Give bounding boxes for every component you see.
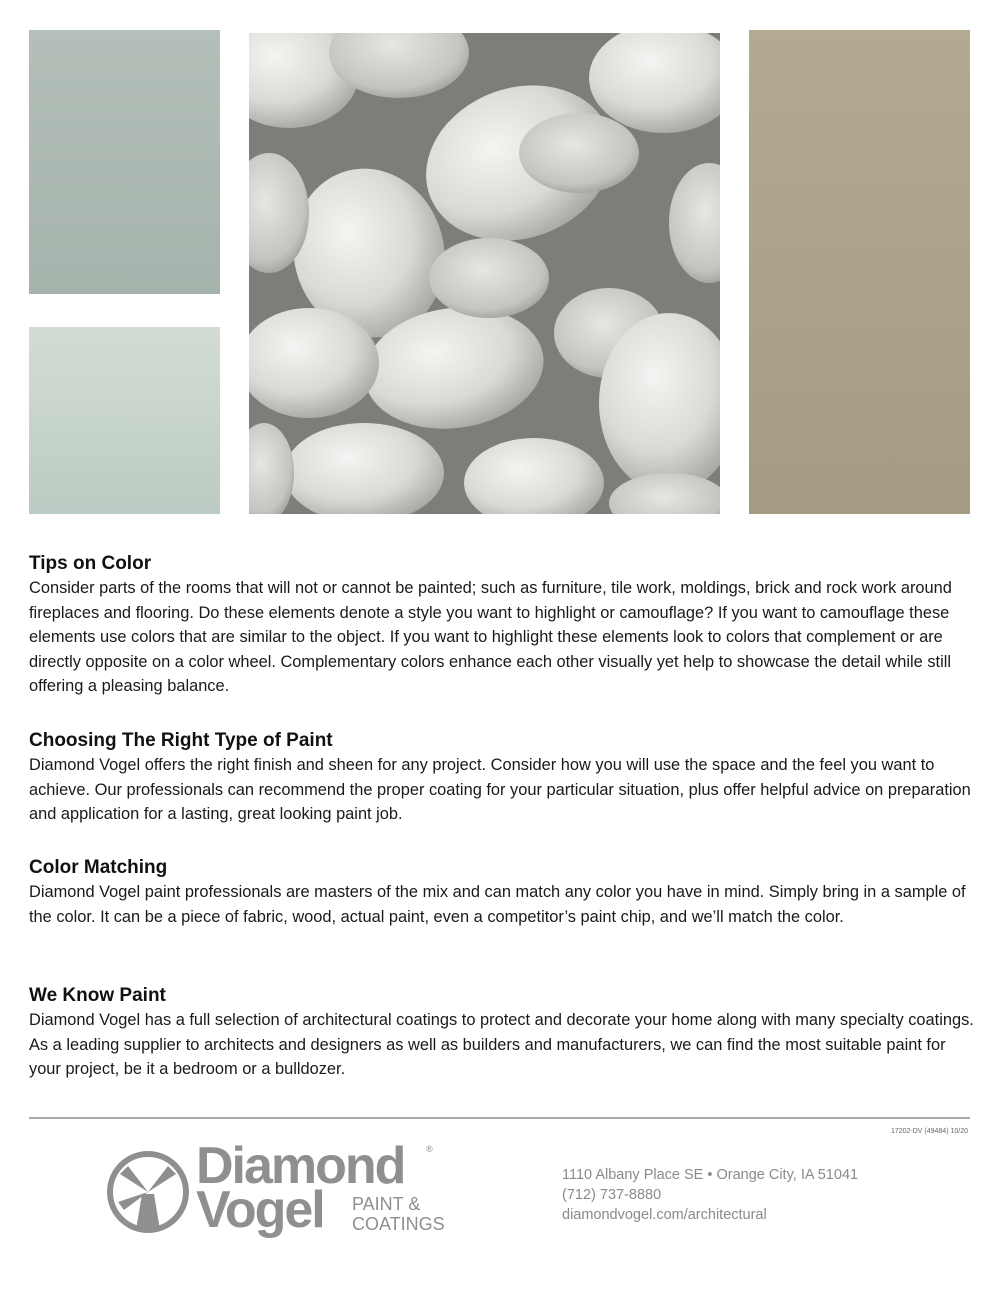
tips-on-color-section [29, 552, 974, 699]
windmill-icon [106, 1150, 190, 1234]
registered-mark: ® [426, 1144, 433, 1154]
footer-divider [29, 1117, 970, 1119]
section-heading: Choosing The Right Type of Paint [29, 730, 333, 751]
section-body: Diamond Vogel offers the right finish and sheen for any project. Consider how you will use the space and the feel you want to achieve. Our professionals can recommend the proper coating for your particular situation, plus offer helpful advice on preparation and application for a lasting, great looking paint job. [29, 756, 971, 824]
logo-sub-coatings: COATINGS [352, 1214, 445, 1234]
section-body: Diamond Vogel paint professionals are masters of the mix and can match any color you have in mind. Simply bring in a sample of the color. It can be a piece of fabric, wood, actual paint, even a competitor’s paint chip, and we’ll match the color. [29, 883, 966, 926]
section-heading: Tips on Color [29, 553, 152, 574]
stones-photo [249, 33, 720, 514]
stones-illustration [249, 33, 720, 514]
address: 1110 Albany Place SE • Orange City, IA 51041 [562, 1167, 859, 1183]
document-number: 17202-DV (49484) 10/20 [890, 1128, 968, 1135]
we-know-paint-section [29, 984, 974, 1082]
contact-info [562, 1165, 858, 1225]
section-heading: We Know Paint [29, 985, 166, 1006]
section-body: Diamond Vogel has a full selection of architectural coatings to protect and decorate your home along with many specialty coatings. As a leading supplier to architects and designers as well as builders and manufacturers, we can find the most suitable paint for your project, be it a bedroom or a bulldozer. [29, 1011, 974, 1079]
section-body: Consider parts of the rooms that will not or cannot be painted; such as furniture, tile work, moldings, brick and rock work around fireplaces and flooring. Do these elements denote a style you want to highlight or camouflage? If you want to camouflage these elements use colors that are similar to the object. If you want to highlight these elements look to colors that complement or are directly opposite on a color wheel. Complementary colors enhance each other visually yet help to showcase the detail while still offering a pleasing balance. [29, 579, 952, 696]
phone-number[interactable]: (712) 737-8880 [562, 1187, 662, 1203]
color-swatch-taupe [749, 30, 970, 514]
diamond-vogel-logo [106, 1137, 466, 1252]
logo-sub-paint: PAINT & [352, 1194, 421, 1214]
color-matching-section [29, 856, 974, 929]
logo-line-diamond: Diamond [196, 1137, 405, 1195]
website-link[interactable]: diamondvogel.com/architectural [562, 1207, 767, 1223]
section-heading: Color Matching [29, 857, 168, 878]
color-swatch-light-sage [29, 327, 220, 514]
choosing-paint-section [29, 729, 974, 827]
color-swatch-sage [29, 30, 220, 294]
logo-line-vogel: Vogel [196, 1181, 324, 1239]
